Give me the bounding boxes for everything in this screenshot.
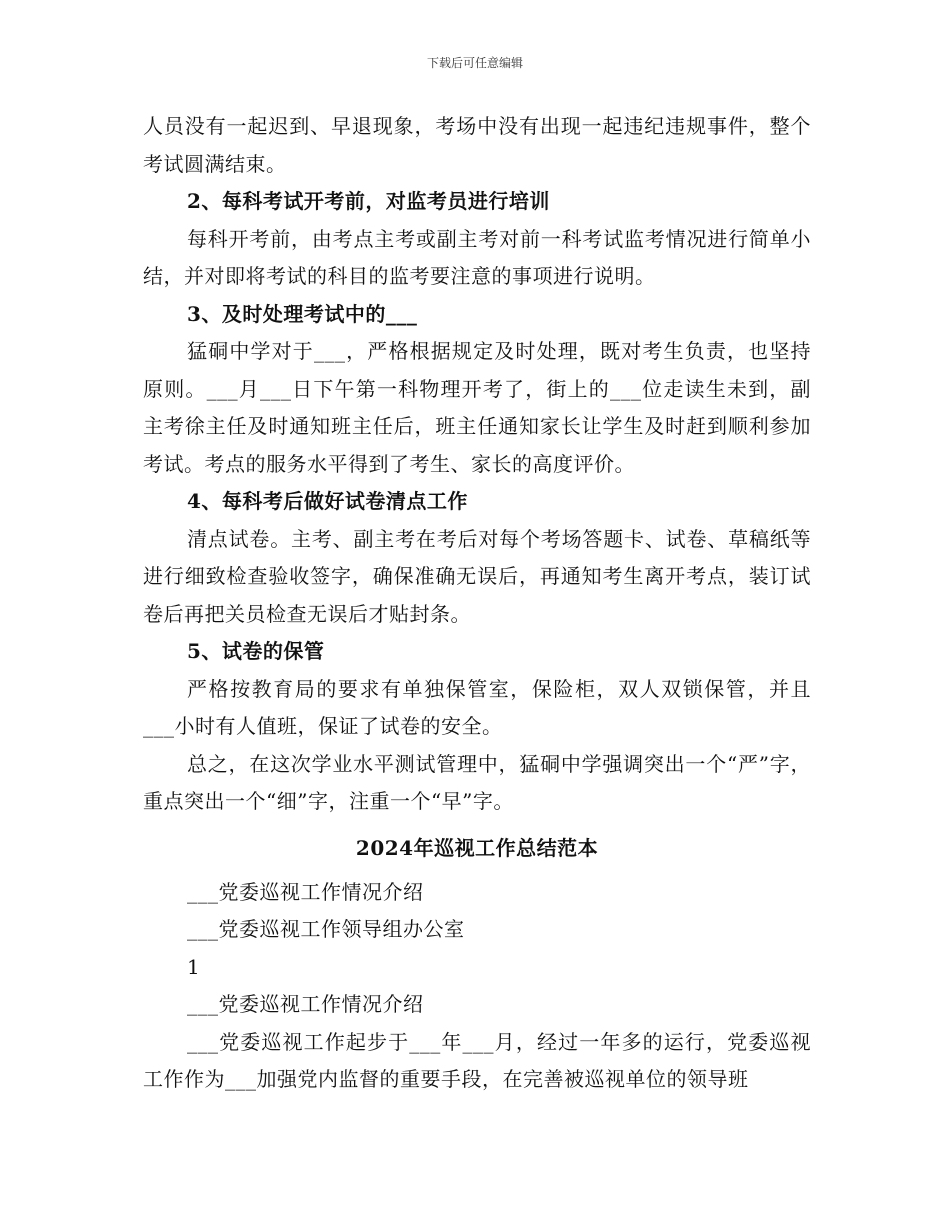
paragraph: 清点试卷。主考、副主考在考后对每个考场答题卡、试卷、草稿纸等进行细致检查验收签字，确保准确无误后，再通知考生离开考点，装订试卷后再把关员检查无误后才贴封条。 — [143, 526, 811, 626]
page-header-note: 下载后可任意编辑 — [426, 56, 523, 70]
section-heading: 3、及时处理考试中的___ — [187, 301, 418, 326]
section-heading: 5、试卷的保管 — [187, 639, 325, 663]
document-body — [143, 108, 811, 1099]
text-line: ___党委巡视工作情况介绍 — [187, 992, 424, 1016]
section-heading: 4、每科考后做好试卷清点工作 — [187, 489, 468, 513]
paragraph: 每科开考前，由考点主考或副主考对前一科考试监考情况进行简单小结，并对即将考试的科目的监考要注意的事项进行说明。 — [143, 226, 811, 288]
paragraph: 总之，在这次学业水平测试管理中，猛硐中学强调突出一个“严”字，重点突出一个“细”字，注重一个“早”字。 — [143, 751, 811, 813]
paragraph: 猛硐中学对于___，严格根据规定及时处理，既对考生负责，也坚持原则。___月___日下午第一科物理开考了，街上的___位走读生未到，副主考徐主任及时通知班主任后，班主任通知家长让学生及时赶到顺利参加考试。考点的服务水平得到了考生、家长的高度评价。 — [143, 339, 811, 476]
section-heading: 2、每科考试开考前，对监考员进行培训 — [187, 189, 550, 213]
paragraph: 人员没有一起迟到、早退现象，考场中没有出现一起违纪违规事件，整个考试圆满结束。 — [143, 114, 811, 176]
text-line: ___党委巡视工作情况介绍 — [187, 879, 424, 904]
paragraph: 严格按教育局的要求有单独保管室，保险柜，双人双锁保管，并且___小时有人值班，保证了试卷的安全。 — [143, 676, 811, 738]
paragraph: ___党委巡视工作起步于___年___月，经过一年多的运行，党委巡视工作作为___加强党内监督的重要手段，在完善被巡视单位的领导班 — [143, 1029, 811, 1091]
document-title: 2024年巡视工作总结范本 — [355, 835, 599, 860]
text-line: ___党委巡视工作领导组办公室 — [187, 917, 465, 941]
text-line: 1 — [187, 954, 201, 979]
